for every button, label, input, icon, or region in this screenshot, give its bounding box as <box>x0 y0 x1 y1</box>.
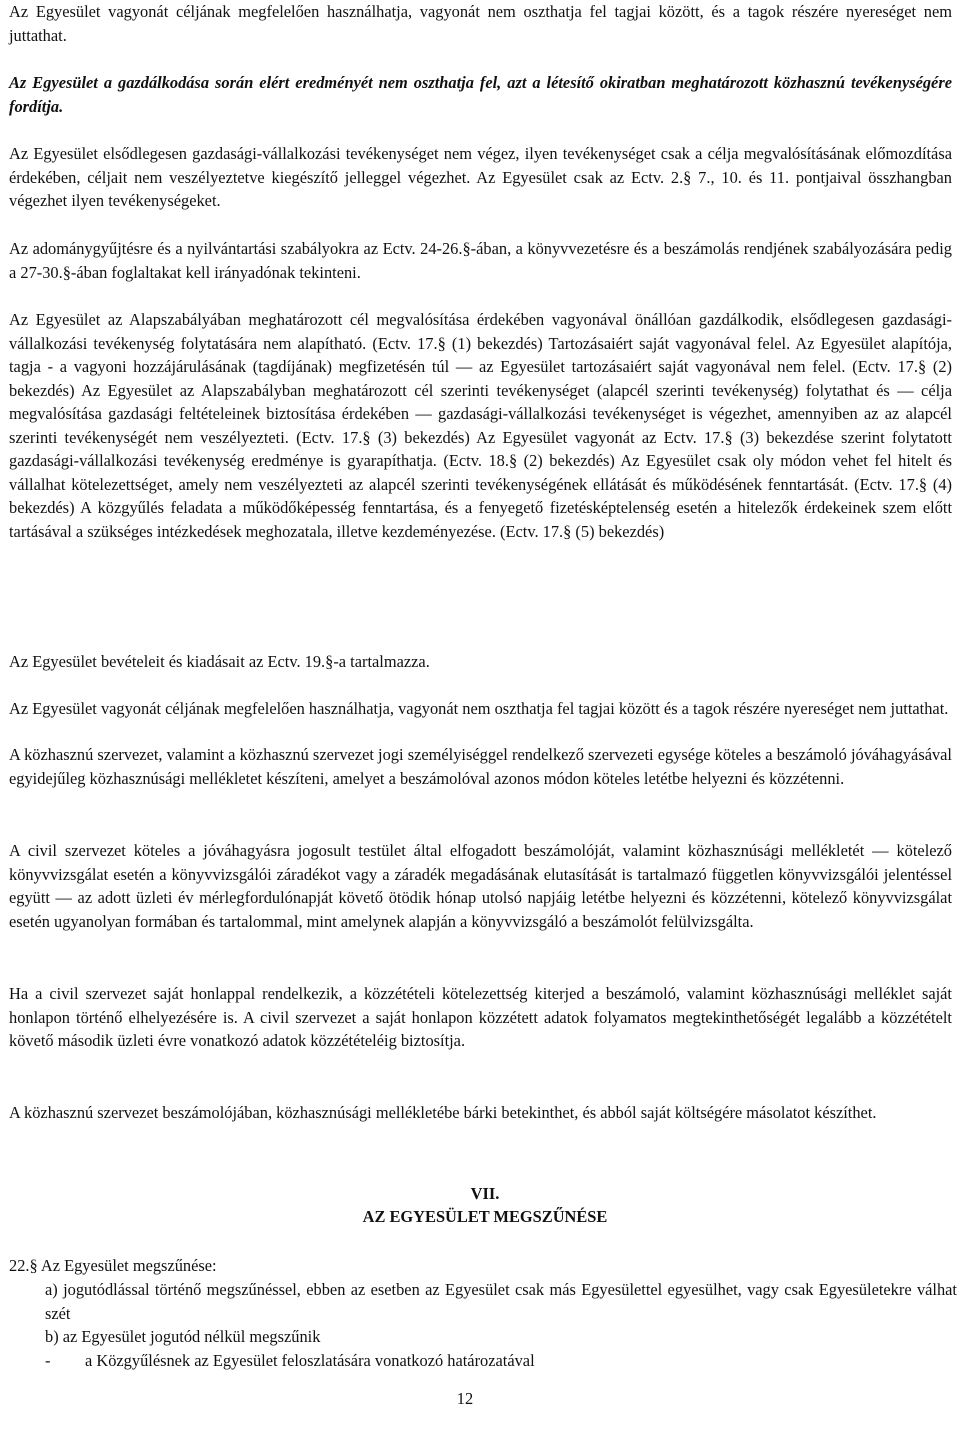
paragraph-business-activity: Az Egyesület elsődlegesen gazdasági-vállalkozási tevékenységet nem végez, ilyen tevékenységet csak a célja megvalósításának előmozdítása érdekében, céljait nem veszélyeztetve kiegészítő jelleggel végezhet. Az Egyesület csak az Ectv. 2.§ 7., 10. és 11. pontjaival összhangban végezhet ilyen tevékenységeket. <box>9 144 952 210</box>
paragraph-asset-use-repeat: Az Egyesület vagyonát céljának megfelelően használhatja, vagyonát nem oszthatja fel tagjai között és a tagok részére nyereséget nem juttathat. <box>9 699 949 718</box>
paragraph-inspection-right: A közhasznú szervezet beszámolójában, közhasznúsági mellékletébe bárki betekinthet, és abból saját költségére másolatot készíthet. <box>9 1103 877 1122</box>
list-item-a: a) jogutódlással történő megszűnéssel, ebben az esetben az Egyesület csak más Egyesülettel egyesülhet, vagy csak Egyesületekre válhat szét <box>45 1280 957 1323</box>
paragraph-website-publication: Ha a civil szervezet saját honlappal rendelkezik, a közzétételi kötelezettség kiterjed a beszámoló, valamint közhasznúsági melléklet saját honlapon történő elhelyezésére is. A civil szervezet a saját honlapon közzétett adatok folyamatos megtekinthetőségét legalább a közzétételt követő második üzleti évre vonatkozó adatok közzétételéig biztosítja. <box>9 984 952 1050</box>
paragraph-public-benefit-annex: A közhasznú szervezet, valamint a közhasznú szervezet jogi személyiséggel rendelkező szervezeti egysége köteles a beszámoló jóváhagyásával egyidejűleg közhasznúsági mellékletet készíteni, amelyet a beszámolóval azonos módon köteles letétbe helyezni és közzétenni. <box>9 745 952 788</box>
paragraph-asset-management: Az Egyesület az Alapszabályában meghatározott cél megvalósítása érdekében vagyonával önállóan gazdálkodik, elsődlegesen gazdasági-vállalkozási tevékenység folytatására nem alapítható. (Ectv. 17.§ (1) bekezdés) Tartozásaiért saját vagyonával felel. Az Egyesület alapítója, tagja - a vagyoni hozzájárulásának (tagdíjának) megfizetésén túl — az Egyesület tartozásaiért saját vagyonával nem felel. (Ectv. 17.§ (2) bekezdés) Az Egyesület az Alapszabályban meghatározott cél szerinti tevékenységet (alapcél szerinti tevékenység) folytathat és — célja megvalósítása gazdasági feltételeinek biztosítása érdekében — gazdasági-vállalkozási tevékenységet is végezhet, amennyiben az az alapcél szerinti tevékenységét nem veszélyezteti. (Ectv. 17.§ (3) bekezdés) Az Egyesület vagyonát az Ectv. 17.§ (3) bekezdése szerint folytatott gazdasági-vállalkozási tevékenység eredménye is gyarapíthatja. (Ectv. 18.§ (2) bekezdés) Az Egyesület csak oly módon vehet fel hitelt és vállalhat kötelezettséget, amely nem veszélyezteti az alapcél szerinti tevékenységének ellátását és működésének fenntartását. (Ectv. 17.§ (4) bekezdés) A közgyűlés feladata a működőképesség fenntartása, és a fenyegető fizetésképtelenség esetén a hitelezők érdekeinek szem előtt tartásával a szükséges intézkedések meghozatala, illetve kezdeményezése. (Ectv. 17.§ (5) bekezdés) <box>9 310 952 541</box>
dash-marker: - <box>45 1351 51 1370</box>
page-number: 12 <box>456 1389 474 1408</box>
chapter-title: AZ EGYESÜLET MEGSZŰNÉSE <box>362 1207 608 1226</box>
paragraph-donation-rules: Az adománygyűjtésre és a nyilvántartási szabályokra az Ectv. 24-26.§-ában, a könyvvezetésre és a beszámolás rendjének szabályozására pedig a 27-30.§-ában foglaltakat kell irányadónak tekinteni. <box>9 239 952 282</box>
paragraph-income-expenses: Az Egyesület bevételeit és kiadásait az Ectv. 19.§-a tartalmazza. <box>9 652 430 671</box>
paragraph-report-filing: A civil szervezet köteles a jóváhagyásra jogosult testület által elfogadott beszámolóját, valamint közhasznúsági mellékletét — kötelező könyvvizsgálat esetén a könyvvizsgálói záradékot vagy a záradék megadásának elutasítását is tartalmazó független könyvvizsgálói jelentéssel együtt — az adott üzleti év mérlegfordulónapját követő ötödik hónap utolsó napjáig letétbe helyezni és közzétenni, kötelező könyvvizsgálat esetén ugyanolyan formában és tartalommal, mint amelynek alapján a könyvvizsgáló a beszámolót felülvizsgálta. <box>9 841 952 931</box>
dash-list-item <box>45 1349 535 1373</box>
dash-item-text: a Közgyűlésnek az Egyesület feloszlatására vonatkozó határozatával <box>85 1351 535 1370</box>
paragraph-profit-use: Az Egyesület a gazdálkodása során elért eredményét nem oszthatja fel, azt a létesítő okiratban meghatározott közhasznú tevékenységére fordítja. <box>9 73 952 116</box>
chapter-number: VII. <box>470 1184 500 1203</box>
section-title: 22.§ Az Egyesület megszűnése: <box>9 1256 217 1275</box>
list-item-b: b) az Egyesület jogutód nélkül megszűnik <box>45 1327 321 1346</box>
paragraph-asset-use: Az Egyesület vagyonát céljának megfelelően használhatja, vagyonát nem oszthatja fel tagjai között, és a tagok részére nyereséget nem juttathat. <box>9 2 952 45</box>
